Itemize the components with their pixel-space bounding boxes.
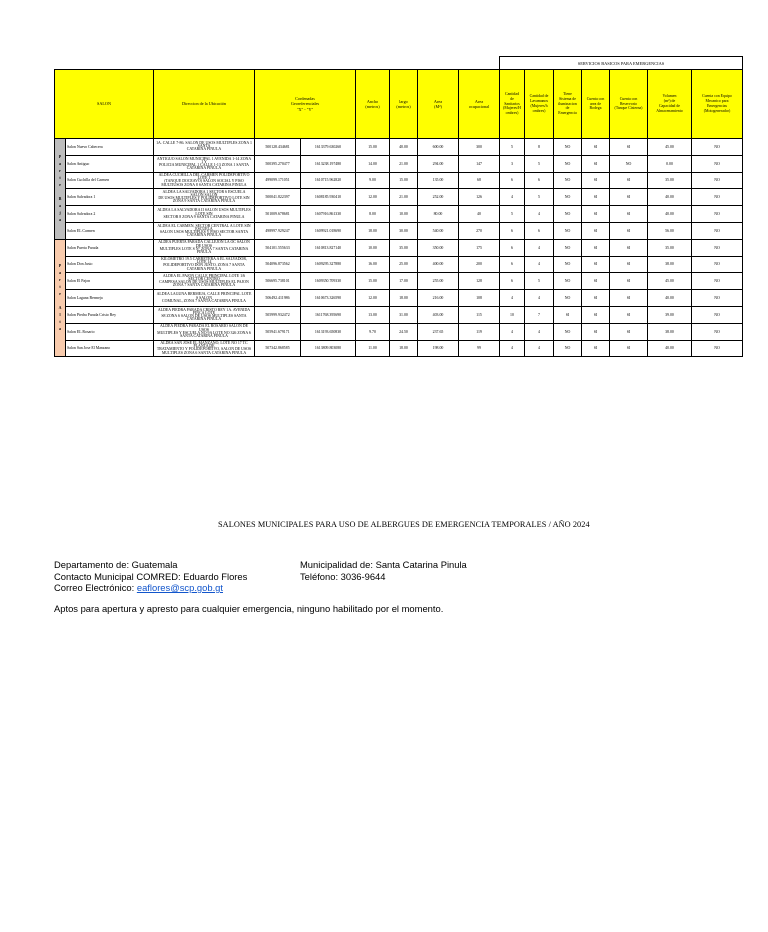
salon-name: Salon Nuevo Cabecera bbox=[66, 139, 154, 156]
area-cell: 80.00 bbox=[418, 206, 459, 223]
reservorio-cell: SI bbox=[610, 323, 648, 340]
largo-cell: 17.00 bbox=[390, 273, 418, 290]
sanitarios-cell: 5 bbox=[500, 139, 525, 156]
shelters-table bbox=[54, 56, 743, 357]
sanitarios-cell: 6 bbox=[500, 222, 525, 239]
equipo-cell: NO bbox=[692, 239, 743, 256]
address-line: ZONA 7 SANTA CATARINA PINULA bbox=[172, 283, 236, 288]
area-ocupacional-cell: 300 bbox=[459, 139, 500, 156]
area-ocupacional-cell: 68 bbox=[459, 172, 500, 189]
area-cell: 135.00 bbox=[418, 172, 459, 189]
area-ocupacional-cell: 128 bbox=[459, 273, 500, 290]
coord-y-cell: 1609295.327880 bbox=[301, 256, 356, 273]
address-line: ALDEA EL PAJON CALLE PRINCIPAL LOTE 1/6 bbox=[162, 274, 246, 279]
address-line: SECTOR 8 ZONA 9 SANTA CATARINA PINULA bbox=[163, 214, 245, 219]
largo-cell: 18.00 bbox=[390, 340, 418, 357]
area-cell: 400.00 bbox=[418, 256, 459, 273]
header-coordenadas: Cordenadas Georeferenciales "X" - "Y" bbox=[255, 70, 356, 139]
iluminacion-cell: NO bbox=[554, 189, 582, 206]
salon-name: Salon El Pajon bbox=[66, 273, 154, 290]
area-ocupacional-cell: 200 bbox=[459, 256, 500, 273]
ancho-cell: 13.00 bbox=[356, 306, 390, 323]
coord-x-cell: 504096.873562 bbox=[255, 256, 301, 273]
table-row bbox=[55, 222, 743, 239]
salon-name: Salon Salvadora 1 bbox=[66, 189, 154, 206]
sanitarios-cell: 6 bbox=[500, 239, 525, 256]
address-line: TRATAMIENTO Y POLIDEPORTIVO, SALON DE USOS bbox=[156, 347, 252, 352]
area-ocupacional-cell: 270 bbox=[459, 222, 500, 239]
bodega-cell: SI bbox=[582, 323, 610, 340]
address-line: CATARINA PINULA bbox=[186, 147, 222, 152]
salon-name: Salon Cuchilla del Carmen bbox=[66, 172, 154, 189]
address-line: MULTIPLES Y ESCUELA NO 9A LOTE NO 326 ZONA 6 bbox=[157, 330, 251, 335]
address-line: CATARINA PINULA bbox=[186, 232, 222, 237]
equipo-cell: NO bbox=[692, 290, 743, 307]
salon-address bbox=[154, 222, 255, 239]
lavamanos-cell: 6 bbox=[525, 222, 554, 239]
address-line: PLANTA DE bbox=[193, 344, 215, 349]
coord-x-cell: 501009.678681 bbox=[255, 206, 301, 223]
table-row bbox=[55, 139, 743, 156]
coord-y-cell: 1607916.861330 bbox=[301, 206, 356, 223]
table-row bbox=[55, 323, 743, 340]
table-row bbox=[55, 306, 743, 323]
lavamanos-cell: 7 bbox=[525, 306, 554, 323]
header-area: Area (M²) bbox=[418, 70, 459, 139]
bodega-cell: SI bbox=[582, 172, 610, 189]
bodega-cell: SI bbox=[582, 139, 610, 156]
area-cell: 350.00 bbox=[418, 239, 459, 256]
status-note: Aptos para apertura y apresto para cualquier emergencia, ninguno habilitado por el momento. bbox=[54, 603, 444, 614]
area-ocupacional-cell: 126 bbox=[459, 189, 500, 206]
equipo-cell: NO bbox=[692, 306, 743, 323]
lavamanos-cell: 5 bbox=[525, 273, 554, 290]
iluminacion-cell: NO bbox=[554, 172, 582, 189]
area-ocupacional-cell: 175 bbox=[459, 239, 500, 256]
address-line: ALDEA LA SALVADORA 1 SECTOR 6 ESCUELA bbox=[162, 190, 246, 195]
largo-cell: 25.00 bbox=[390, 256, 418, 273]
salon-name: Salon Piedra Parada Cristo Rey bbox=[66, 306, 154, 323]
salon-name: Salon Laguna Bermeja bbox=[66, 290, 154, 307]
coord-x-cell: 500128.434681 bbox=[255, 139, 301, 156]
coord-x-cell: 500041.822397 bbox=[255, 189, 301, 206]
volumen-cell: 56.00 bbox=[648, 222, 692, 239]
header-direccion: Direccion de la Ubicación bbox=[154, 70, 255, 139]
lavamanos-cell: 4 bbox=[525, 239, 554, 256]
address-line: 1 Y bbox=[201, 159, 207, 164]
coord-y-cell: 1611768.395690 bbox=[301, 306, 356, 323]
largo-cell: 15.00 bbox=[390, 172, 418, 189]
equipo-cell: NO bbox=[692, 189, 743, 206]
coord-x-cell: 507342.868585 bbox=[255, 340, 301, 357]
equipo-cell: NO bbox=[692, 155, 743, 172]
salon-address bbox=[154, 189, 255, 206]
volumen-cell: 38.00 bbox=[648, 323, 692, 340]
address-line: (TANQUE DOCEAVO) SALON SOCIAL Y PISO bbox=[164, 179, 244, 184]
equipo-cell: NO bbox=[692, 340, 743, 357]
sanitarios-cell: 4 bbox=[500, 189, 525, 206]
salon-name: Salon EL Rosario bbox=[66, 323, 154, 340]
bodega-cell: SI bbox=[582, 222, 610, 239]
ancho-cell: 10.00 bbox=[356, 239, 390, 256]
sanitarios-cell: 6 bbox=[500, 273, 525, 290]
coord-y-cell: 1613238.197480 bbox=[301, 155, 356, 172]
services-title: SERVICIOS BASICOS PARA EMERGENCIAS bbox=[500, 57, 743, 70]
iluminacion-cell: NO bbox=[554, 256, 582, 273]
salon-name: Salon Antiguo bbox=[66, 155, 154, 172]
spreadsheet-area bbox=[54, 56, 743, 357]
table-row bbox=[55, 206, 743, 223]
iluminacion-cell: NO bbox=[554, 273, 582, 290]
ancho-cell: 9.70 bbox=[356, 323, 390, 340]
bodega-cell: SI bbox=[582, 206, 610, 223]
coord-y-cell: 1609921.018690 bbox=[301, 222, 356, 239]
reservorio-cell: SI bbox=[610, 206, 648, 223]
address-line: KILOMETRO 19.5 CARRETERA A EL SALVADOR, bbox=[161, 257, 247, 262]
reservorio-cell: SI bbox=[610, 172, 648, 189]
address-line: PINULA bbox=[196, 249, 212, 254]
address-line: ALDEA PIEDRA PARADA EL ROSARIO SALON DE bbox=[160, 324, 248, 329]
lavamanos-cell: 4 bbox=[525, 256, 554, 273]
area-cell: 252.00 bbox=[418, 189, 459, 206]
salon-address bbox=[154, 323, 255, 340]
address-line: SECTOR CENTRO bbox=[188, 277, 220, 282]
iluminacion-cell: NO bbox=[554, 155, 582, 172]
largo-cell: 18.00 bbox=[390, 290, 418, 307]
area-cell: 540.00 bbox=[418, 222, 459, 239]
bodega-cell: SI bbox=[582, 239, 610, 256]
header-lavamanos: Cantidad de Lavamanos (Mujeres/h ombres) bbox=[525, 70, 554, 139]
volumen-cell: 40.00 bbox=[648, 340, 692, 357]
salon-name: Salon Puerta Parada bbox=[66, 239, 154, 256]
address-line: ANTIGUO SALON MUNICIPAL 1 AVENIDA 1-14 ZONA bbox=[156, 156, 252, 161]
header-ancho: Ancho (metros) bbox=[356, 70, 390, 139]
reservorio-cell: NO bbox=[610, 155, 648, 172]
largo-cell: 40.00 bbox=[390, 139, 418, 156]
reservorio-cell: SI bbox=[610, 139, 648, 156]
salon-address bbox=[154, 290, 255, 307]
reservorio-cell: SI bbox=[610, 273, 648, 290]
table-row bbox=[55, 189, 743, 206]
address-line: DE USOS MULTIPLES Y POLIDEPORTIVO LOTE SIN bbox=[158, 196, 250, 201]
address-line: SANTA CATARINA PINULA bbox=[180, 333, 228, 338]
area-cell: 237.65 bbox=[418, 323, 459, 340]
largo-cell: 31.00 bbox=[390, 306, 418, 323]
correo-line: Correo Electrónico: eaflores@scp.gob.gt bbox=[54, 582, 223, 593]
ancho-cell: 15.00 bbox=[356, 139, 390, 156]
ancho-cell: 15.00 bbox=[356, 273, 390, 290]
coord-x-cell: 505941.679171 bbox=[255, 323, 301, 340]
bodega-cell: SI bbox=[582, 340, 610, 357]
ancho-cell: 14.00 bbox=[356, 155, 390, 172]
iluminacion-cell: NO bbox=[554, 290, 582, 307]
address-line: DE USOS bbox=[195, 243, 213, 248]
coord-y-cell: 1610715.962820 bbox=[301, 172, 356, 189]
ancho-cell: 12.00 bbox=[356, 189, 390, 206]
ancho-cell: 18.00 bbox=[356, 222, 390, 239]
reservorio-cell: SI bbox=[610, 306, 648, 323]
lavamanos-cell: 6 bbox=[525, 172, 554, 189]
salon-address bbox=[154, 239, 255, 256]
sanitarios-cell: 10 bbox=[500, 306, 525, 323]
volumen-cell: 40.00 bbox=[648, 189, 692, 206]
group-label: P a r t e B a j a bbox=[55, 139, 66, 240]
header-volumen: Volumen (m³) de Capacidad de Almacenamiento bbox=[648, 70, 692, 139]
iluminacion-cell: NO bbox=[554, 340, 582, 357]
coord-x-cell: 506492.411986 bbox=[255, 290, 301, 307]
sanitarios-cell: 6 bbox=[500, 256, 525, 273]
salon-name: Salon EL Carmen bbox=[66, 222, 154, 239]
salon-name: Salon San Jose El Manzano bbox=[66, 340, 154, 357]
coord-y-cell: 1610813.827140 bbox=[301, 239, 356, 256]
address-line: ZONA 9 SANTA CATARINA PINULA bbox=[172, 199, 236, 204]
salon-name: Salon Salvadora 2 bbox=[66, 206, 154, 223]
volumen-cell: 35.00 bbox=[648, 239, 692, 256]
iluminacion-cell: NO bbox=[554, 139, 582, 156]
volumen-cell: 38.00 bbox=[648, 256, 692, 273]
sanitarios-cell: 6 bbox=[500, 172, 525, 189]
coord-y-cell: 1608185.930410 bbox=[301, 189, 356, 206]
lavamanos-cell: 4 bbox=[525, 290, 554, 307]
coord-y-cell: 1613193.650830 bbox=[301, 323, 356, 340]
email-link[interactable]: eaflores@scp.gob.gt bbox=[136, 582, 223, 593]
equipo-cell: NO bbox=[692, 172, 743, 189]
header-bodega: Cuenta con area de Bodega bbox=[582, 70, 610, 139]
sanitarios-cell: 4 bbox=[500, 323, 525, 340]
bodega-cell: SI bbox=[582, 273, 610, 290]
table-row bbox=[55, 290, 743, 307]
departamento-line: Departamento de: Guatemala bbox=[54, 559, 178, 570]
salon-address bbox=[154, 206, 255, 223]
largo-cell: 24.50 bbox=[390, 323, 418, 340]
address-line: CATARINA PINULA bbox=[186, 316, 222, 321]
address-line: ALDEA CUCHILLA DEL CARMEN POLIDEPORTIVO bbox=[158, 173, 250, 178]
sanitarios-cell: 5 bbox=[500, 206, 525, 223]
municipalidad-line: Municipalidad de: Santa Catarina Pinula bbox=[300, 559, 467, 570]
coord-x-cell: 498997.929247 bbox=[255, 222, 301, 239]
salon-address bbox=[154, 172, 255, 189]
header-area-ocupacional: Area ocupacional bbox=[459, 70, 500, 139]
volumen-cell: 45.00 bbox=[648, 273, 692, 290]
iluminacion-cell: NO bbox=[554, 222, 582, 239]
sanitarios-cell: 3 bbox=[500, 155, 525, 172]
header-equipo: Cuenta con Equipo Mecanico para Emergencias (Motogenerador) bbox=[692, 70, 743, 139]
table-row bbox=[55, 256, 743, 273]
area-cell: 198.00 bbox=[418, 340, 459, 357]
coord-x-cell: 500395.270477 bbox=[255, 155, 301, 172]
largo-cell: 30.00 bbox=[390, 222, 418, 239]
area-ocupacional-cell: 115 bbox=[459, 306, 500, 323]
address-line: ALDEA PIEDRA PARADA CRISTO REY 1A. AVENIDA bbox=[157, 307, 251, 312]
address-line: CATARINA PINULA bbox=[186, 266, 222, 271]
address-line: COMUNAL, ZONA 7 SANTA CATARINA PINULA bbox=[162, 298, 246, 303]
bodega-cell: SI bbox=[582, 256, 610, 273]
area-ocupacional-cell: 147 bbox=[459, 155, 500, 172]
address-line: SALON USOS MULTIPLES Y PISO SECTOR SANTA bbox=[159, 229, 249, 234]
address-line: ALDEA SAN JOSE EL MANZANO, LOTE NO 17 TC bbox=[160, 341, 248, 346]
table-row bbox=[55, 340, 743, 357]
address-line: FINCA LOTE bbox=[192, 310, 216, 315]
salon-address bbox=[154, 256, 255, 273]
volumen-cell: 40.00 bbox=[648, 290, 692, 307]
address-line: SALON SALON bbox=[190, 193, 218, 198]
largo-cell: 21.00 bbox=[390, 155, 418, 172]
header-reservorio: Cuenta con Reservorio (Tanque Cisterna) bbox=[610, 70, 648, 139]
lavamanos-cell: 5 bbox=[525, 189, 554, 206]
address-line: S8 ZONA 6 SALON DE USOS MULTIPLES SANTA bbox=[161, 313, 247, 318]
equipo-cell: NO bbox=[692, 323, 743, 340]
table-row bbox=[55, 273, 743, 290]
salon-address bbox=[154, 155, 255, 172]
header-sanitarios: Cantidad de Sanitarios (Mujeres/H ombres) bbox=[500, 70, 525, 139]
address-line: CAMPESA SALON DE USOS MULTIPLES EL PAJON bbox=[159, 280, 249, 285]
area-ocupacional-cell: 40 bbox=[459, 206, 500, 223]
coord-x-cell: 499099.171051 bbox=[255, 172, 301, 189]
address-line: S SALON bbox=[195, 295, 213, 300]
coord-y-cell: 1610673.326590 bbox=[301, 290, 356, 307]
lavamanos-cell: 5 bbox=[525, 155, 554, 172]
ancho-cell: 12.00 bbox=[356, 290, 390, 307]
equipo-cell: NO bbox=[692, 256, 743, 273]
area-ocupacional-cell: 99 bbox=[459, 340, 500, 357]
reservorio-cell: SI bbox=[610, 340, 648, 357]
volumen-cell: 35.00 bbox=[648, 172, 692, 189]
lavamanos-cell: 4 bbox=[525, 206, 554, 223]
header-row bbox=[55, 70, 743, 139]
address-line: POLICIA MUNICIPAL 1 CALLE 1-13 ZONA 1 SANTA bbox=[159, 162, 249, 167]
reservorio-cell: SI bbox=[610, 290, 648, 307]
area-ocupacional-cell: 119 bbox=[459, 323, 500, 340]
bodega-cell: SI bbox=[582, 155, 610, 172]
table-row bbox=[55, 239, 743, 256]
reservorio-cell: SI bbox=[610, 239, 648, 256]
coord-x-cell: 505999.932472 bbox=[255, 306, 301, 323]
coord-x-cell: 506695.738101 bbox=[255, 273, 301, 290]
address-line: LOTE SIN bbox=[195, 211, 213, 216]
address-line: ALDEA PUERTA PARADA CALLEJON LA OC SALON bbox=[158, 240, 250, 245]
reservorio-cell: SI bbox=[610, 222, 648, 239]
salon-address bbox=[154, 306, 255, 323]
address-line: LOTE 14 bbox=[196, 260, 212, 265]
area-cell: 255.00 bbox=[418, 273, 459, 290]
largo-cell: 35.00 bbox=[390, 239, 418, 256]
sanitarios-cell: 4 bbox=[500, 290, 525, 307]
address-line: ALDEA EL CARMEN, SECTOR CENTRAL A LOTE SIN bbox=[157, 223, 251, 228]
address-line: ALDEA LA SALVADORA II SALON USOS MULTIPLES bbox=[157, 208, 251, 213]
telefono-line: Teléfono: 3036-9644 bbox=[300, 570, 386, 582]
volumen-cell: 0.00 bbox=[648, 155, 692, 172]
reservorio-cell: SI bbox=[610, 189, 648, 206]
contacto-line: Contacto Municipal COMRED: Eduardo Flores bbox=[54, 570, 248, 582]
address-line: MULTIPLES LOTE S N° ZONA 7 SANTA CATARINA bbox=[159, 246, 249, 251]
address-line: 1A. CALLE 7-86. SALON DE USOS MULTIPLES ZONA 1 SANTA bbox=[156, 141, 252, 149]
volumen-cell: 39.00 bbox=[648, 306, 692, 323]
iluminacion-cell: NO bbox=[554, 206, 582, 223]
ancho-cell: 8.00 bbox=[356, 206, 390, 223]
salon-address bbox=[154, 340, 255, 357]
address-line: USOS bbox=[199, 327, 209, 332]
coord-y-cell: 1609350.709330 bbox=[301, 273, 356, 290]
salon-address bbox=[154, 139, 255, 156]
ancho-cell: 9.00 bbox=[356, 172, 390, 189]
address-line: LOTE 1 bbox=[197, 176, 211, 181]
iluminacion-cell: NO bbox=[554, 239, 582, 256]
header-salon: SALON bbox=[55, 70, 154, 139]
bodega-cell: SI bbox=[582, 189, 610, 206]
address-line: CATARINA PINULA bbox=[186, 165, 222, 170]
salon-address bbox=[154, 273, 255, 290]
info-left bbox=[54, 559, 247, 594]
equipo-cell: NO bbox=[692, 222, 743, 239]
address-line: POLIDEPORTIVO DON JUSTO, ZONA 7 SANTA bbox=[163, 263, 245, 268]
header-iluminacion: Tiene Sistema de iluminacion de Emergencia bbox=[554, 70, 582, 139]
coord-y-cell: 1613809.803080 bbox=[301, 340, 356, 357]
area-cell: 216.00 bbox=[418, 290, 459, 307]
coord-y-cell: 1613379.630260 bbox=[301, 139, 356, 156]
group-label: P a r t e A l t a bbox=[55, 239, 66, 357]
area-cell: 403.00 bbox=[418, 306, 459, 323]
bodega-cell: SI bbox=[582, 306, 610, 323]
info-right bbox=[300, 559, 467, 582]
sanitarios-cell: 4 bbox=[500, 340, 525, 357]
table-row bbox=[55, 172, 743, 189]
table-row bbox=[55, 155, 743, 172]
lavamanos-cell: 4 bbox=[525, 340, 554, 357]
area-cell: 600.00 bbox=[418, 139, 459, 156]
equipo-cell: NO bbox=[692, 273, 743, 290]
iluminacion-cell: SI bbox=[554, 306, 582, 323]
address-line: MULTIPLES ZONA 6 SANTA CATARINA PINULA bbox=[161, 350, 247, 355]
reservorio-cell: SI bbox=[610, 256, 648, 273]
lavamanos-cell: 4 bbox=[525, 323, 554, 340]
largo-cell: 21.00 bbox=[390, 189, 418, 206]
lavamanos-cell: 8 bbox=[525, 139, 554, 156]
area-cell: 294.00 bbox=[418, 155, 459, 172]
address-line: ALDEA LAGUNA BERMEJA, CALLE PRINCIPAL LOTE bbox=[156, 292, 252, 297]
address-line: MULTIUSOS ZONA 8 SANTA CATARINA PINULA bbox=[161, 182, 247, 187]
coord-x-cell: 504101.555633 bbox=[255, 239, 301, 256]
header-largo: largo (metros) bbox=[390, 70, 418, 139]
ancho-cell: 11.00 bbox=[356, 340, 390, 357]
address-line: ESCUELA bbox=[195, 226, 213, 231]
salon-name: Salon Don Justo bbox=[66, 256, 154, 273]
largo-cell: 10.00 bbox=[390, 206, 418, 223]
ancho-cell: 16.00 bbox=[356, 256, 390, 273]
volumen-cell: 40.00 bbox=[648, 206, 692, 223]
volumen-cell: 45.00 bbox=[648, 139, 692, 156]
bodega-cell: SI bbox=[582, 290, 610, 307]
area-ocupacional-cell: 108 bbox=[459, 290, 500, 307]
equipo-cell: NO bbox=[692, 139, 743, 156]
iluminacion-cell: NO bbox=[554, 323, 582, 340]
equipo-cell: NO bbox=[692, 206, 743, 223]
document-title: SALONES MUNICIPALES PARA USO DE ALBERGUES DE EMERGENCIA TEMPORALES / AÑO 2024 bbox=[218, 520, 590, 529]
